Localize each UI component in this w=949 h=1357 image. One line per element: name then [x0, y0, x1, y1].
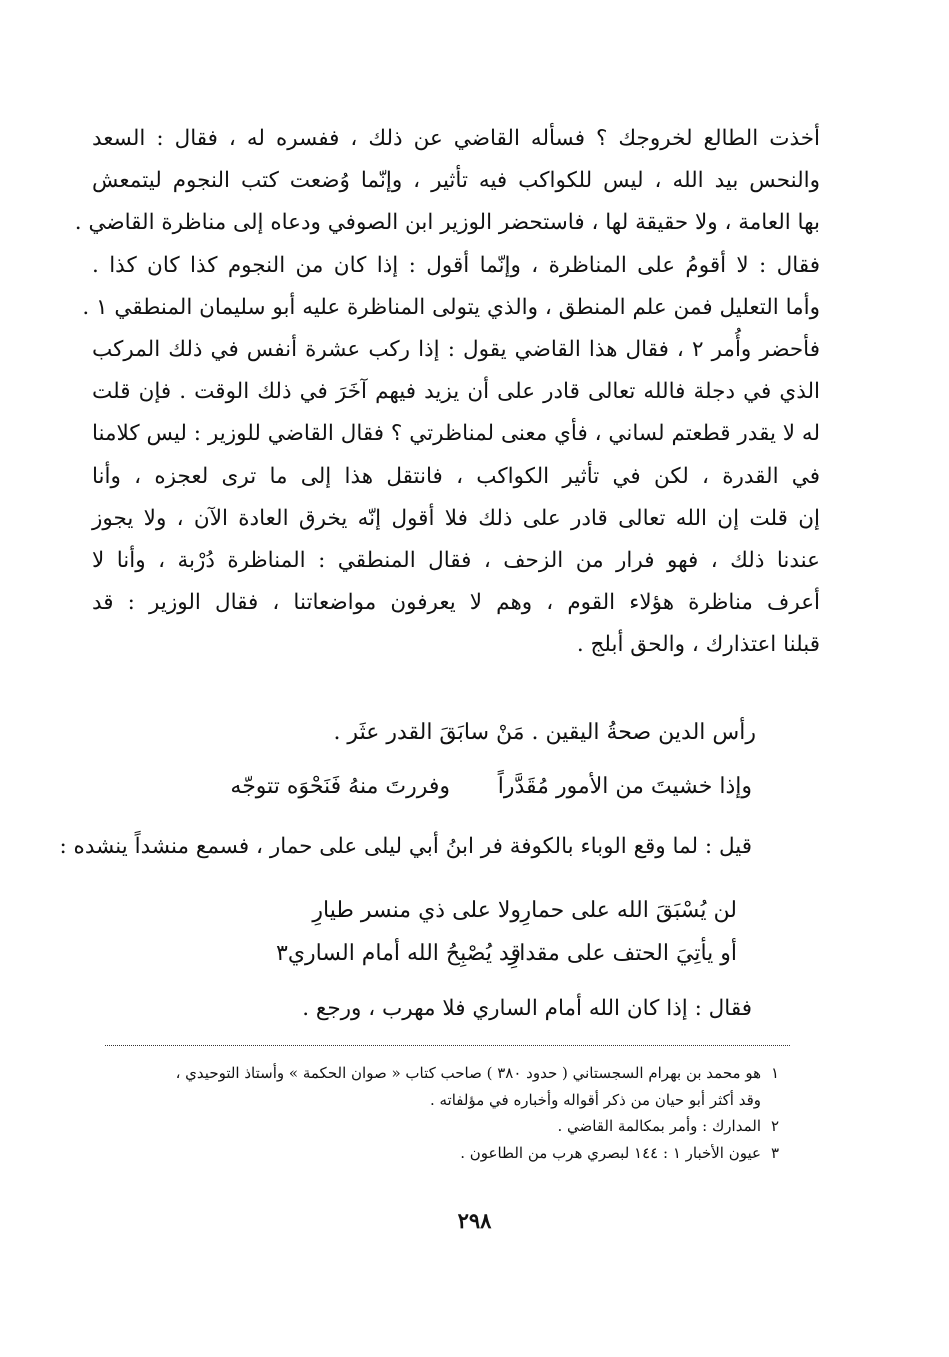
- poem-verse-1: [234, 891, 737, 931]
- text-line: وأما التعليل فمن علم المنطق ، والذي يتولى المناظرة عليه أبو سليمان المنطقي ١ .: [82, 294, 820, 320]
- text-line: بها العامة ، ولا حقيقة لها ، فاستحضر الوزير ابن الصوفي ودعاه إلى مناظرة القاضي .: [74, 210, 820, 236]
- hemistich-second: وفررتَ منهُ فَنَحْوَه تتوجّه: [230, 774, 450, 799]
- hemistich-second: قد يُصْبِحُ الله أمام الساري٣: [275, 941, 521, 966]
- footnote-text: وقد أكثر أبو حيان من ذكر أقواله وأخباره في مؤلفاته .: [429, 1090, 761, 1109]
- closing-line: فقال : إذا كان الله أمام الساري فلا مهرب ، ورجع .: [302, 996, 752, 1021]
- footnote-3: [159, 1140, 779, 1167]
- footnote-1-continued: [159, 1087, 779, 1114]
- footnote-number: ١: [770, 1064, 779, 1082]
- page-number: ٢٩٨: [457, 1208, 492, 1233]
- hemistich-second: ولا على ذي منسر طيارِ: [312, 898, 521, 923]
- footnote-2: [159, 1113, 779, 1140]
- footnote-1: [159, 1060, 779, 1087]
- text-line: إن قلت إن الله تعالى قادر على ذلك فلا أقول إنّه يخرق العادة الآن ، ولا يجوز: [92, 505, 820, 531]
- footnote-text: هو محمد بن بهرام السجستاني ( حدود ٣٨٠ ) صاحب كتاب « صوان الحكمة » وأستاذ التوحيدي ،: [175, 1064, 761, 1082]
- text-line: فأحضر وأُمر ٢ ، فقال هذا القاضي يقول : إذا ركب عشرة أنفس في ذلك المركب: [92, 336, 820, 362]
- text-line: قبلنا اعتذارك ، والحق أبلج .: [576, 632, 820, 658]
- poem-verse-2: [234, 934, 737, 974]
- footnote-separator: [105, 1045, 790, 1046]
- text-line: والنحس بيد الله ، ليس للكواكب فيه تأثير ، وإنّما وُضعت كتب النجوم ليتمعش: [92, 168, 820, 194]
- footnotes: [159, 1060, 779, 1166]
- footnote-text: المدارك : وأمر بمكالمة القاضي .: [557, 1117, 761, 1135]
- hemistich-first: أو يأتِيَ الحتف على مقدارِ: [508, 941, 737, 966]
- body-paragraph: [74, 118, 820, 666]
- poem-couplet: [185, 767, 752, 807]
- proverb-line: رأس الدين صحةُ اليقين . مَنْ سابَقَ القدر عثَر .: [333, 720, 756, 745]
- hemistich-first: لن يُسْبَقَ الله على حمارِ: [520, 898, 737, 923]
- text-line: فقال : لا أقومُ على المناظرة ، وإنّما أقول : إذا كان من النجوم كذا كان كذا .: [92, 252, 820, 278]
- footnote-number: ٣: [770, 1143, 779, 1162]
- text-line: في القدرة ، لكن في تأثير الكواكب ، فانتقل هذا إلى ما ترى لعجزه ، وأنا: [92, 463, 820, 489]
- text-line: أعرف مناظرة هؤلاء القوم ، وهم لا يعرفون مواضعاتنا ، فقال الوزير : قد: [92, 590, 820, 616]
- text-line: عندنا ذلك ، فهو فرار من الزحف ، فقال المنطقي : المناظرة دُرْبة ، وأنا لا: [92, 547, 820, 573]
- text-line: الذي في دجلة فالله تعالى قادر على أن يزيد فيهم آخَرَ في ذلك الوقت . فإن قلت: [92, 379, 820, 405]
- footnote-text: عيون الأخبار ١ : ١٤٤ لبصري هرب من الطاعون .: [460, 1143, 761, 1162]
- text-line: أخذت الطالع لخروجك ؟ فسأله القاضي عن ذلك ، ففسره له ، فقال : السعد: [92, 126, 820, 151]
- footnote-number: ٢: [770, 1117, 779, 1135]
- text-line: له لا يقدر قطعتم لساني ، فأي معنى لمناظرتي ؟ فقال القاضي للوزير : ليس كلامنا: [92, 421, 820, 447]
- narration-line: قيل : لما وقع الوباء بالكوفة فر ابنُ أبي ليلى على حمار ، فسمع منشداً ينشده :: [59, 834, 752, 859]
- hemistich-first: وإذا خشيتَ من الأمور مُقَدَّراً: [497, 774, 752, 799]
